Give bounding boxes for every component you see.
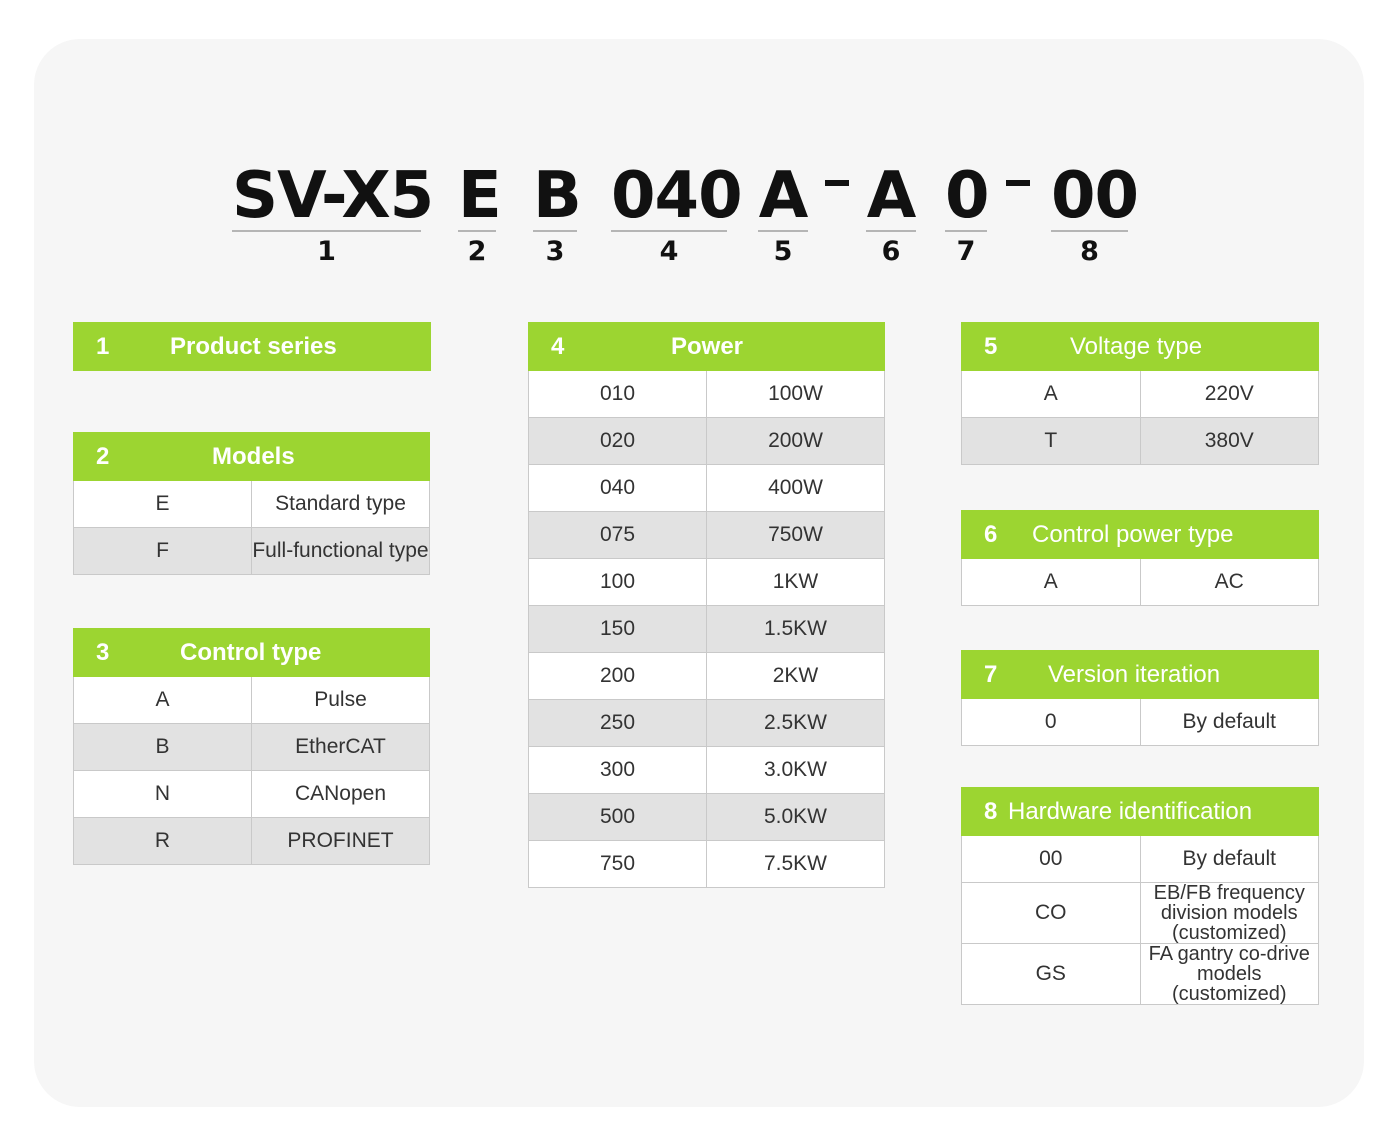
code-separator bbox=[825, 180, 849, 186]
header-number: 6 bbox=[984, 520, 998, 548]
row-desc: 7.5KW bbox=[707, 841, 885, 888]
table-row bbox=[962, 559, 1319, 606]
header-title: Voltage type bbox=[1070, 332, 1203, 360]
row-desc: 100W bbox=[707, 371, 885, 418]
header-number: 8 bbox=[984, 797, 998, 825]
header-title: Version iteration bbox=[1048, 660, 1221, 688]
table-header bbox=[962, 788, 1319, 836]
power-table bbox=[528, 322, 885, 888]
models-table bbox=[73, 432, 430, 575]
table-row bbox=[529, 418, 885, 465]
code-text: 00 bbox=[1051, 159, 1139, 233]
table-row bbox=[529, 465, 885, 512]
row-desc: EtherCAT bbox=[252, 724, 430, 771]
row-code: 100 bbox=[529, 559, 707, 606]
table-row bbox=[962, 699, 1319, 746]
table-row bbox=[529, 700, 885, 747]
row-desc: By default bbox=[1140, 699, 1319, 746]
control-power-type-table bbox=[961, 510, 1319, 606]
row-code: 250 bbox=[529, 700, 707, 747]
header-number: 2 bbox=[96, 442, 110, 470]
table-row bbox=[962, 418, 1319, 465]
header-title: Hardware identification bbox=[1008, 797, 1253, 825]
table-row bbox=[962, 883, 1319, 944]
table-header bbox=[74, 433, 430, 481]
table-row bbox=[529, 559, 885, 606]
table-row bbox=[74, 818, 430, 865]
row-desc: PROFINET bbox=[252, 818, 430, 865]
row-code: 020 bbox=[529, 418, 707, 465]
table-header bbox=[962, 511, 1319, 559]
table-row bbox=[962, 371, 1319, 418]
row-desc: CANopen bbox=[252, 771, 430, 818]
row-code: 300 bbox=[529, 747, 707, 794]
row-code: A bbox=[962, 371, 1141, 418]
header-number: 4 bbox=[551, 332, 565, 360]
row-code: CO bbox=[962, 883, 1141, 944]
code-text: SV-X5 bbox=[232, 159, 434, 233]
row-code: B bbox=[74, 724, 252, 771]
table-row bbox=[962, 836, 1319, 883]
header-title: Control power type bbox=[1032, 520, 1234, 548]
table-row bbox=[74, 677, 430, 724]
code-text: A bbox=[758, 159, 808, 233]
hardware-identification-table bbox=[961, 787, 1319, 1005]
table-row bbox=[74, 481, 430, 528]
voltage-type-table bbox=[961, 322, 1319, 465]
header-number: 5 bbox=[984, 332, 998, 360]
table-row bbox=[529, 841, 885, 888]
table-row bbox=[529, 512, 885, 559]
code-segment-3 bbox=[533, 158, 581, 267]
table-header bbox=[962, 651, 1319, 699]
row-desc: 220V bbox=[1140, 371, 1319, 418]
row-code: 010 bbox=[529, 371, 707, 418]
row-code: 750 bbox=[529, 841, 707, 888]
control-type-table bbox=[73, 628, 430, 865]
row-code: 075 bbox=[529, 512, 707, 559]
table-row bbox=[529, 794, 885, 841]
row-code: 040 bbox=[529, 465, 707, 512]
row-code: A bbox=[962, 559, 1141, 606]
row-desc: Standard type bbox=[252, 481, 430, 528]
code-text: E bbox=[458, 159, 501, 233]
row-code: T bbox=[962, 418, 1141, 465]
table-row bbox=[74, 528, 430, 575]
code-index: 2 bbox=[467, 236, 487, 267]
table-row bbox=[529, 371, 885, 418]
row-code: GS bbox=[962, 944, 1141, 1005]
code-text: B bbox=[533, 159, 581, 233]
row-code: 00 bbox=[962, 836, 1141, 883]
code-separator bbox=[1006, 180, 1030, 186]
row-desc: Full-functional type bbox=[252, 528, 430, 575]
code-segment-7 bbox=[945, 158, 989, 267]
code-index: 6 bbox=[881, 236, 901, 267]
table-row bbox=[74, 771, 430, 818]
row-code: A bbox=[74, 677, 252, 724]
table-row bbox=[962, 944, 1319, 1005]
header-title: Power bbox=[671, 332, 744, 360]
row-desc: AC bbox=[1140, 559, 1319, 606]
row-code: F bbox=[74, 528, 252, 575]
row-code: 200 bbox=[529, 653, 707, 700]
row-desc: 1.5KW bbox=[707, 606, 885, 653]
row-desc: 2KW bbox=[707, 653, 885, 700]
code-text: 0 bbox=[945, 159, 989, 233]
code-index: 1 bbox=[317, 236, 336, 267]
table-row bbox=[74, 724, 430, 771]
row-desc: 750W bbox=[707, 512, 885, 559]
code-segment-8 bbox=[1051, 158, 1139, 267]
row-code: R bbox=[74, 818, 252, 865]
version-iteration-table bbox=[961, 650, 1319, 746]
table-header bbox=[74, 323, 431, 371]
code-index: 3 bbox=[545, 236, 565, 267]
row-code: E bbox=[74, 481, 252, 528]
table-header bbox=[962, 323, 1319, 371]
table-header bbox=[529, 323, 885, 371]
table-header bbox=[74, 629, 430, 677]
header-number: 1 bbox=[96, 332, 110, 360]
code-segment-6 bbox=[866, 158, 916, 267]
code-segment-4 bbox=[611, 158, 742, 267]
header-title: Product series bbox=[170, 332, 337, 360]
header-title: Control type bbox=[180, 638, 322, 666]
product-series-table bbox=[73, 322, 431, 371]
row-code: 0 bbox=[962, 699, 1141, 746]
row-desc: 2.5KW bbox=[707, 700, 885, 747]
code-segment-1 bbox=[232, 158, 434, 267]
row-desc: EB/FB frequency division models (customized) bbox=[1140, 883, 1319, 944]
row-desc: 400W bbox=[707, 465, 885, 512]
row-code: 500 bbox=[529, 794, 707, 841]
header-title: Models bbox=[212, 442, 295, 470]
table-row bbox=[529, 747, 885, 794]
header-number: 7 bbox=[984, 660, 998, 688]
header-number: 3 bbox=[96, 638, 110, 666]
code-text: 040 bbox=[611, 159, 742, 233]
row-desc: 5.0KW bbox=[707, 794, 885, 841]
row-desc: 380V bbox=[1140, 418, 1319, 465]
row-code: N bbox=[74, 771, 252, 818]
code-index: 7 bbox=[956, 236, 976, 267]
row-desc: 3.0KW bbox=[707, 747, 885, 794]
code-segment-5 bbox=[758, 158, 808, 267]
table-row bbox=[529, 606, 885, 653]
row-desc: By default bbox=[1140, 836, 1319, 883]
code-index: 4 bbox=[659, 236, 679, 267]
row-desc: FA gantry co-drive models (customized) bbox=[1140, 944, 1319, 1005]
code-text: A bbox=[866, 159, 916, 233]
code-index: 5 bbox=[773, 236, 793, 267]
row-desc: 200W bbox=[707, 418, 885, 465]
table-row bbox=[529, 653, 885, 700]
row-code: 150 bbox=[529, 606, 707, 653]
row-desc: Pulse bbox=[252, 677, 430, 724]
row-desc: 1KW bbox=[707, 559, 885, 606]
code-index: 8 bbox=[1080, 236, 1099, 267]
code-segment-2 bbox=[458, 158, 501, 267]
